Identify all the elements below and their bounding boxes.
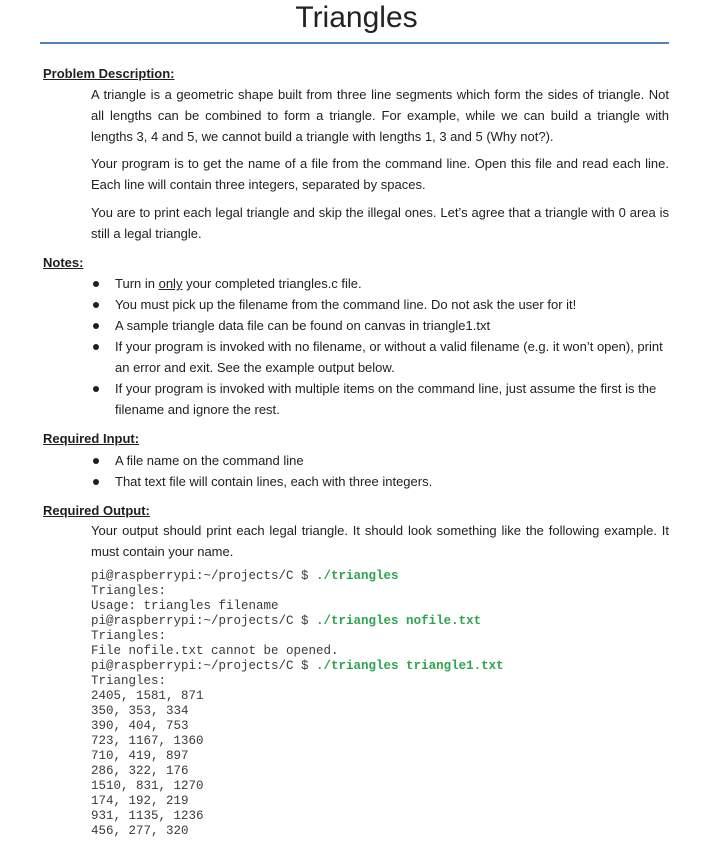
terminal-line: Triangles:: [91, 674, 167, 688]
terminal-line: Triangles:: [91, 629, 167, 643]
input-text: That text file will contain lines, each with three integers.: [115, 474, 433, 489]
terminal-line: 456, 277, 320: [91, 824, 189, 838]
terminal-prompt: pi@raspberrypi:~/projects/C $: [91, 569, 317, 583]
terminal-line: 723, 1167, 1360: [91, 734, 204, 748]
terminal-prompt: pi@raspberrypi:~/projects/C $: [91, 614, 317, 628]
problem-paragraph-1: A triangle is a geometric shape built from three line segments which form the sides of triangle. Not all lengths can be combined to form a triangle. For example, while we can build a triangle with lengths 3, 4 and 5, we cannot build a triangle with lengths 1, 3 and 5 (Why not?).: [91, 87, 669, 144]
list-item: [91, 294, 669, 315]
output-heading: Required Output:: [43, 503, 150, 518]
terminal-line: File nofile.txt cannot be opened.: [91, 644, 339, 658]
list-item: [91, 315, 669, 336]
note-text-post: your completed triangles.c file.: [182, 276, 362, 291]
problem-paragraph-3: You are to print each legal triangle and skip the illegal ones. Let’s agree that a triangle with 0 area is still a legal triangle.: [91, 205, 669, 241]
note-text-pre: Turn in: [115, 276, 159, 291]
page-title: Triangles: [295, 1, 418, 34]
terminal-line: 286, 322, 176: [91, 764, 189, 778]
note-text: If your program is invoked with multiple items on the command line, just assume the first is the filename and ignore the rest.: [115, 381, 657, 417]
list-item: [91, 336, 669, 378]
terminal-line: 350, 353, 334: [91, 704, 189, 718]
notes-list: [91, 273, 669, 420]
terminal-output: [91, 569, 669, 839]
terminal-line: 2405, 1581, 871: [91, 689, 204, 703]
input-heading: Required Input:: [43, 431, 140, 446]
terminal-line: Triangles:: [91, 584, 167, 598]
terminal-line: Usage: triangles filename: [91, 599, 279, 613]
bullet-icon: [93, 281, 99, 287]
terminal-line: [91, 569, 669, 584]
terminal-line: 1510, 831, 1270: [91, 779, 204, 793]
terminal-line: [91, 614, 669, 629]
note-text: If your program is invoked with no filename, or without a valid filename (e.g. it won’t open), print an error and exit. See the example output below.: [115, 339, 663, 375]
bullet-icon: [93, 386, 99, 392]
list-item: [91, 450, 669, 471]
list-item: [91, 273, 669, 294]
terminal-line: 710, 419, 897: [91, 749, 189, 763]
problem-heading: Problem Description:: [43, 66, 175, 81]
note-text-underlined: only: [158, 276, 183, 291]
terminal-line: 931, 1135, 1236: [91, 809, 204, 823]
problem-paragraph-2: Your program is to get the name of a file from the command line. Open this file and read each line. Each line will contain three integers, separated by spaces.: [91, 156, 669, 192]
output-paragraph: Your output should print each legal triangle. It should look something like the following example. It must contain your name.: [91, 523, 669, 559]
terminal-command: ./triangles triangle1.txt: [316, 659, 504, 673]
bullet-icon: [93, 479, 99, 485]
terminal-line: 174, 192, 219: [91, 794, 189, 808]
terminal-prompt: pi@raspberrypi:~/projects/C $: [91, 659, 317, 673]
note-text: A sample triangle data file can be found on canvas in triangle1.txt: [115, 318, 491, 333]
note-text: You must pick up the filename from the command line. Do not ask the user for it!: [115, 297, 577, 312]
terminal-line: 390, 404, 753: [91, 719, 189, 733]
terminal-command: ./triangles nofile.txt: [316, 614, 482, 628]
terminal-command: ./triangles: [316, 569, 399, 583]
title-divider: [40, 42, 669, 44]
list-item: [91, 471, 669, 492]
input-text: A file name on the command line: [115, 453, 304, 468]
terminal-line: [91, 659, 669, 674]
bullet-icon: [93, 344, 99, 350]
notes-heading: Notes:: [43, 255, 84, 270]
bullet-icon: [93, 458, 99, 464]
input-list: [91, 450, 669, 492]
list-item: [91, 378, 669, 420]
bullet-icon: [93, 302, 99, 308]
bullet-icon: [93, 323, 99, 329]
